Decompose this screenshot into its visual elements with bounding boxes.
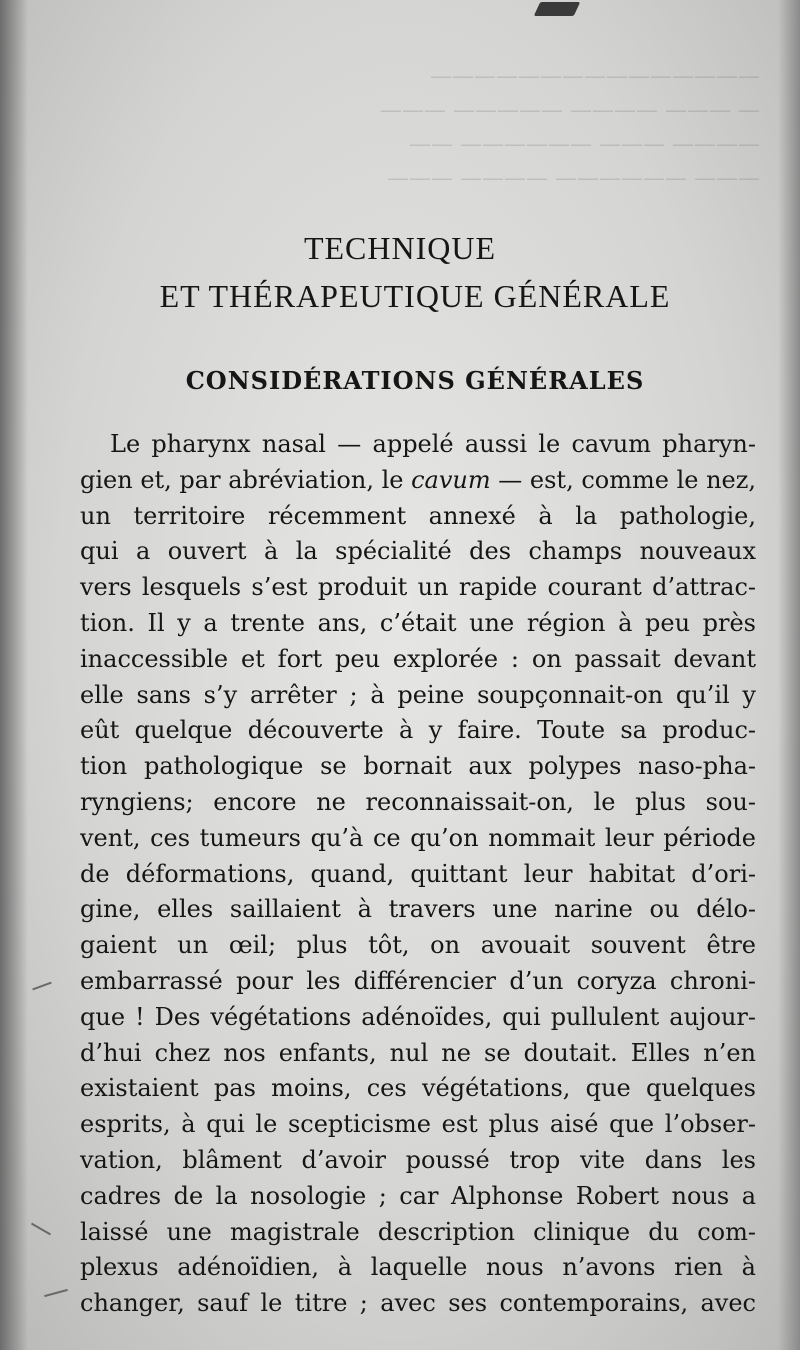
text-line: vent, ces tumeurs qu’à ce qu’on nommait leur période — [80, 823, 756, 852]
text-line: que ! Des végétations adénoïdes, qui pullulent aujour- — [80, 1002, 756, 1031]
text-line: tion. Il y a trente ans, c’était une région à peu près — [80, 608, 756, 637]
text-line: inaccessible et fort peu explorée : on passait devant — [80, 644, 756, 673]
body-text — [80, 427, 756, 1322]
page-gutter-shadow — [0, 0, 28, 1350]
text-line: un territoire récemment annexé à la pathologie, — [80, 501, 756, 530]
margin-mark — [31, 1223, 51, 1236]
text-line: gien et, par abréviation, le cavum — est, comme le nez, — [80, 465, 757, 494]
chapter-subtitle: ET THÉRAPEUTIQUE GÉNÉRALE — [159, 278, 671, 314]
text-line: d’hui chez nos enfants, nul ne se doutait. Elles n’en — [80, 1038, 756, 1067]
bleed-through-texture: ——————————————— — ——— ———— ————— ——— ———— ——— —————— —— ——— —————— ———— ——— — [380, 64, 760, 191]
text-line: Le pharynx nasal — appelé aussi le cavum pharyn- — [110, 430, 756, 458]
text-line: laissé une magistrale description clinique du com- — [80, 1217, 756, 1246]
text-line: changer, sauf le titre ; avec ses contemporains, avec — [80, 1289, 756, 1318]
ink-mark — [534, 2, 581, 16]
text-line: eût quelque découverte à y faire. Toute sa produc- — [80, 716, 756, 745]
text-line: plexus adénoïdien, à laquelle nous n’avons rien à — [80, 1253, 756, 1282]
margin-mark — [44, 1289, 68, 1297]
text-line: qui a ouvert à la spécialité des champs nouveaux — [80, 537, 756, 566]
text-line: gine, elles saillaient à travers une narine ou délo- — [80, 895, 756, 924]
text-line: vers lesquels s’est produit un rapide courant d’attrac- — [80, 573, 756, 602]
text-line: cadres de la nosologie ; car Alphonse Robert nous a — [80, 1181, 756, 1210]
text-line: tion pathologique se bornait aux polypes naso-pha- — [80, 752, 756, 781]
margin-mark — [32, 982, 51, 991]
text-line: embarrassé pour les différencier d’un coryza chroni- — [80, 966, 756, 995]
text-line: elle sans s’y arrêter ; à peine soupçonnait-on qu’il y — [80, 680, 756, 709]
text-line: esprits, à qui le scepticisme est plus aisé que l’obser- — [80, 1110, 756, 1139]
chapter-title: TECHNIQUE — [303, 230, 497, 266]
text-line: ryngiens; encore ne reconnaissait-on, le plus sou- — [80, 787, 756, 816]
text-line: gaient un œil; plus tôt, on avouait souvent être — [80, 931, 756, 960]
page-edge-shadow — [778, 0, 800, 1350]
text-line: existaient pas moins, ces végétations, que quelques — [80, 1074, 756, 1103]
text-line: de déformations, quand, quittant leur habitat d’ori- — [80, 859, 756, 888]
text-line: vation, blâment d’avoir poussé trop vite dans les — [80, 1145, 756, 1174]
section-heading: CONSIDÉRATIONS GÉNÉRALES — [185, 366, 645, 395]
